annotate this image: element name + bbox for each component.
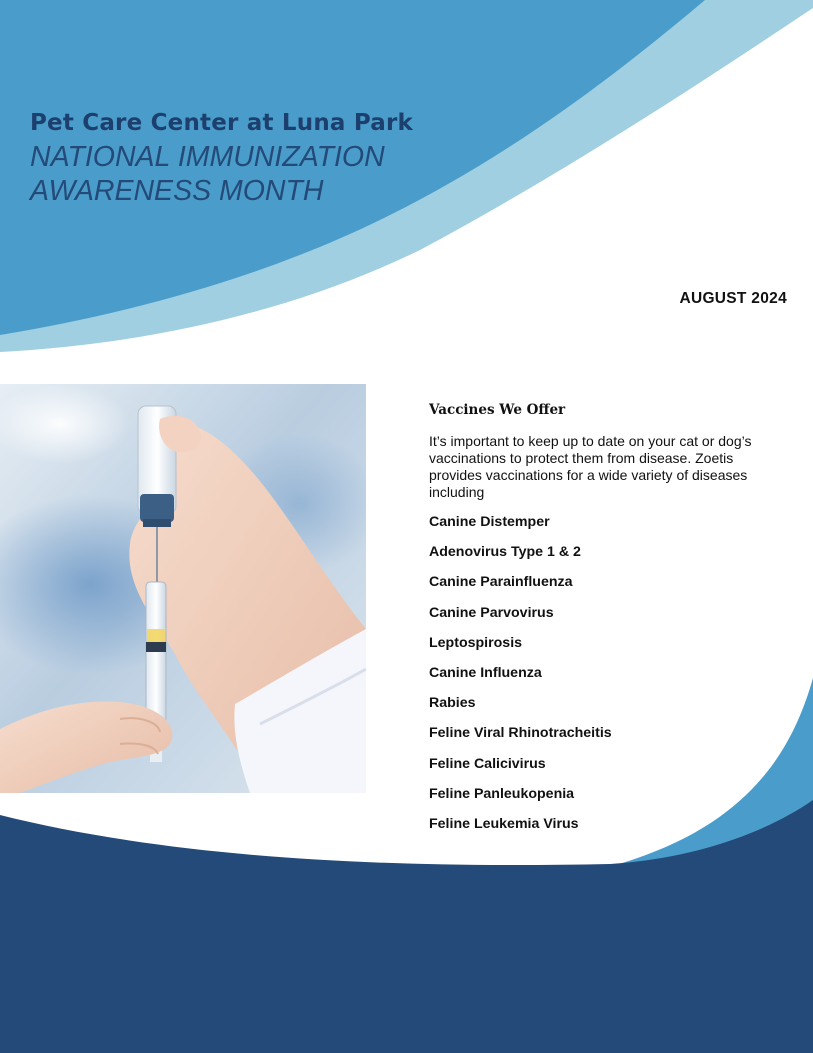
headline-line-2: AWARENESS MONTH xyxy=(30,175,324,207)
list-item: Canine Influenza xyxy=(429,664,542,681)
vaccines-section xyxy=(429,402,789,841)
list-item: Feline Viral Rhinotracheitis xyxy=(429,725,612,742)
list-item: Feline Panleukopenia xyxy=(429,785,575,802)
headline xyxy=(30,140,385,208)
section-title: Vaccines We Offer xyxy=(429,402,566,418)
list-item: Feline Calicivirus xyxy=(429,755,546,772)
list-item: Canine Parvovirus xyxy=(429,604,554,621)
list-item: Canine Distemper xyxy=(429,514,550,530)
organization-name: Pet Care Center at Luna Park xyxy=(30,110,414,136)
list-item: Feline Leukemia Virus xyxy=(429,815,579,832)
list-item: Canine Parainfluenza xyxy=(429,574,573,591)
vaccine-syringe-photo-icon xyxy=(0,384,366,793)
intro-paragraph: It’s important to keep up to date on your cat or dog’s vaccinations to protect them from disease. Zoetis provides vaccinations for a wide variety of diseases including xyxy=(429,433,752,500)
list-item: Leptospirosis xyxy=(429,634,523,651)
vaccine-photo xyxy=(0,384,366,793)
list-item: Adenovirus Type 1 & 2 xyxy=(429,544,581,561)
issue-date: AUGUST 2024 xyxy=(679,290,787,307)
vaccine-list xyxy=(429,509,789,841)
headline-line-1: NATIONAL IMMUNIZATION xyxy=(30,141,385,173)
list-item: Rabies xyxy=(429,695,476,712)
